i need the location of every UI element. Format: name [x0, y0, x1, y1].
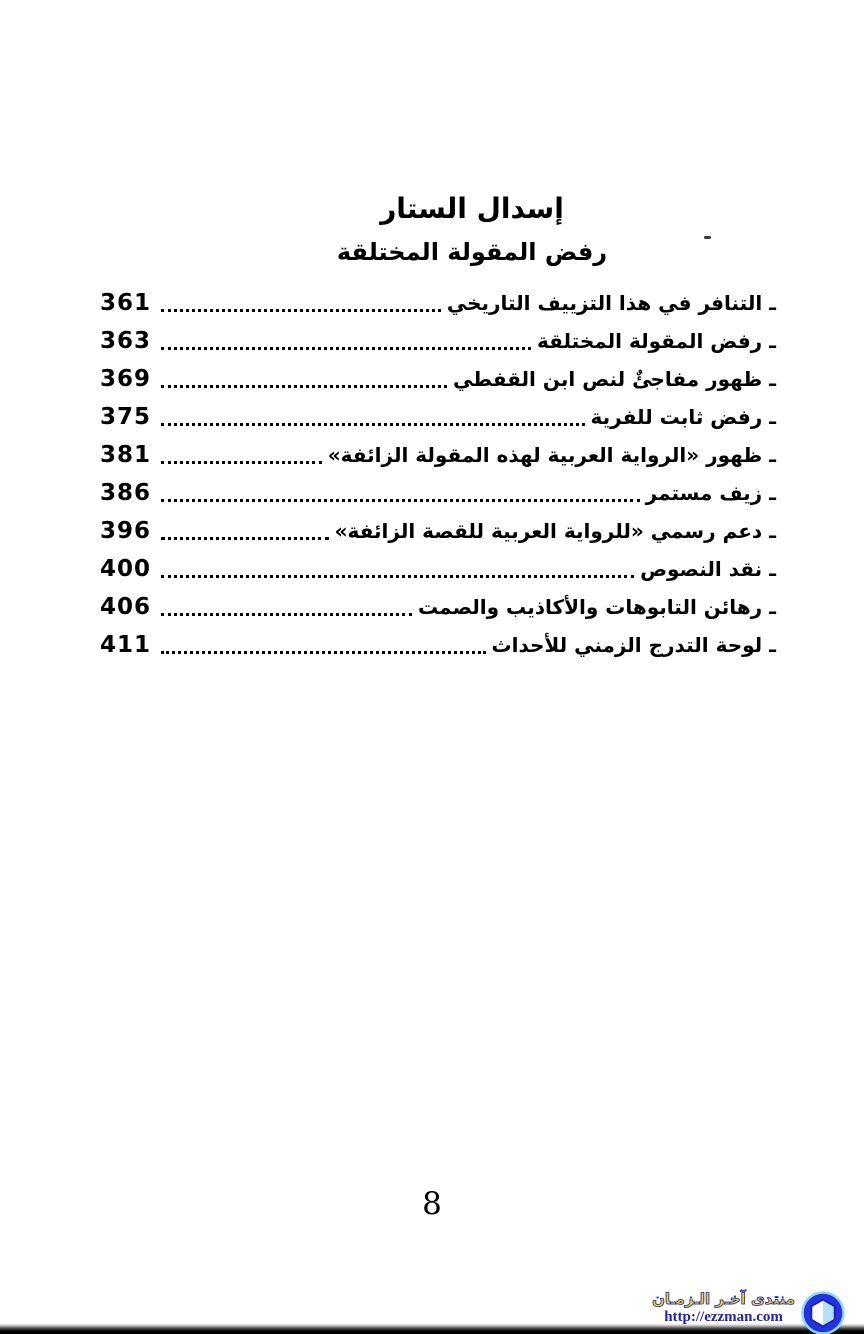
dotted-leader [161, 575, 634, 578]
dotted-leader [161, 309, 441, 312]
toc-entry-label: ـ نقد النصوص [640, 557, 776, 581]
site-url: http://ezzman.com [664, 1308, 783, 1325]
toc-entry-label: ـ زيف مستمر [645, 481, 776, 505]
toc-entry-label: ـ لوحة التدرج الزمني للأحداث [491, 633, 776, 657]
toc-entry-label: ـ رفض المقولة المختلقة [536, 329, 776, 353]
dotted-leader [161, 423, 585, 426]
toc-row [100, 284, 776, 322]
toc-row [100, 398, 776, 436]
toc-row [100, 512, 776, 550]
hexagon-logo-icon [800, 1290, 846, 1334]
toc-entry-label: ـ ظهور مفاجئٌ لنص ابن القفطي [453, 367, 776, 391]
toc-row [100, 360, 776, 398]
toc-page-number: 411 [100, 632, 152, 658]
toc-row [100, 588, 776, 626]
toc-page-number: 406 [100, 594, 152, 620]
toc-page-number: 363 [100, 328, 152, 354]
dotted-leader [161, 385, 447, 388]
folio-number: 8 [422, 1186, 442, 1222]
toc-page-number: 400 [100, 556, 152, 582]
toc-page-number: 361 [100, 290, 152, 316]
toc-entry-label: ـ التنافر في هذا التزييف التاريخي [446, 291, 776, 315]
toc-entry-label: ـ رهائن التابوهات والأكاذيب والصمت [418, 595, 776, 619]
toc-entry-label: ـ ظهور «الرواية العربية لهذه المقولة الزائفة» [327, 443, 776, 467]
toc-row [100, 322, 776, 360]
watermark-text-block [652, 1291, 795, 1325]
dotted-leader [161, 537, 329, 540]
page-title: إسدال الستار [380, 192, 564, 225]
toc-list [100, 284, 776, 664]
site-name: منتدى آخـر الـزمـان [652, 1290, 795, 1309]
toc-row [100, 550, 776, 588]
toc-row [100, 474, 776, 512]
dotted-leader [161, 651, 485, 654]
dotted-leader [161, 499, 640, 502]
dotted-leader [161, 347, 531, 350]
toc-row [100, 626, 776, 664]
dotted-leader [161, 613, 412, 616]
heading-block [0, 194, 864, 266]
toc-page-number: 386 [100, 480, 152, 506]
scan-speck [704, 236, 711, 239]
toc-row [100, 436, 776, 474]
toc-page-number: 396 [100, 518, 152, 544]
toc-page-number: 381 [100, 442, 152, 468]
dotted-leader [161, 461, 322, 464]
watermark-footer [652, 1290, 846, 1334]
page-subtitle: رفض المقولة المختلقة [336, 237, 608, 266]
toc-entry-label: ـ دعم رسمي «للرواية العربية للقصة الزائفة» [334, 519, 776, 543]
toc-entry-label: ـ رفض ثابت للفرية [590, 405, 776, 429]
toc-page-number: 369 [100, 366, 152, 392]
toc-page-number: 375 [100, 404, 152, 430]
